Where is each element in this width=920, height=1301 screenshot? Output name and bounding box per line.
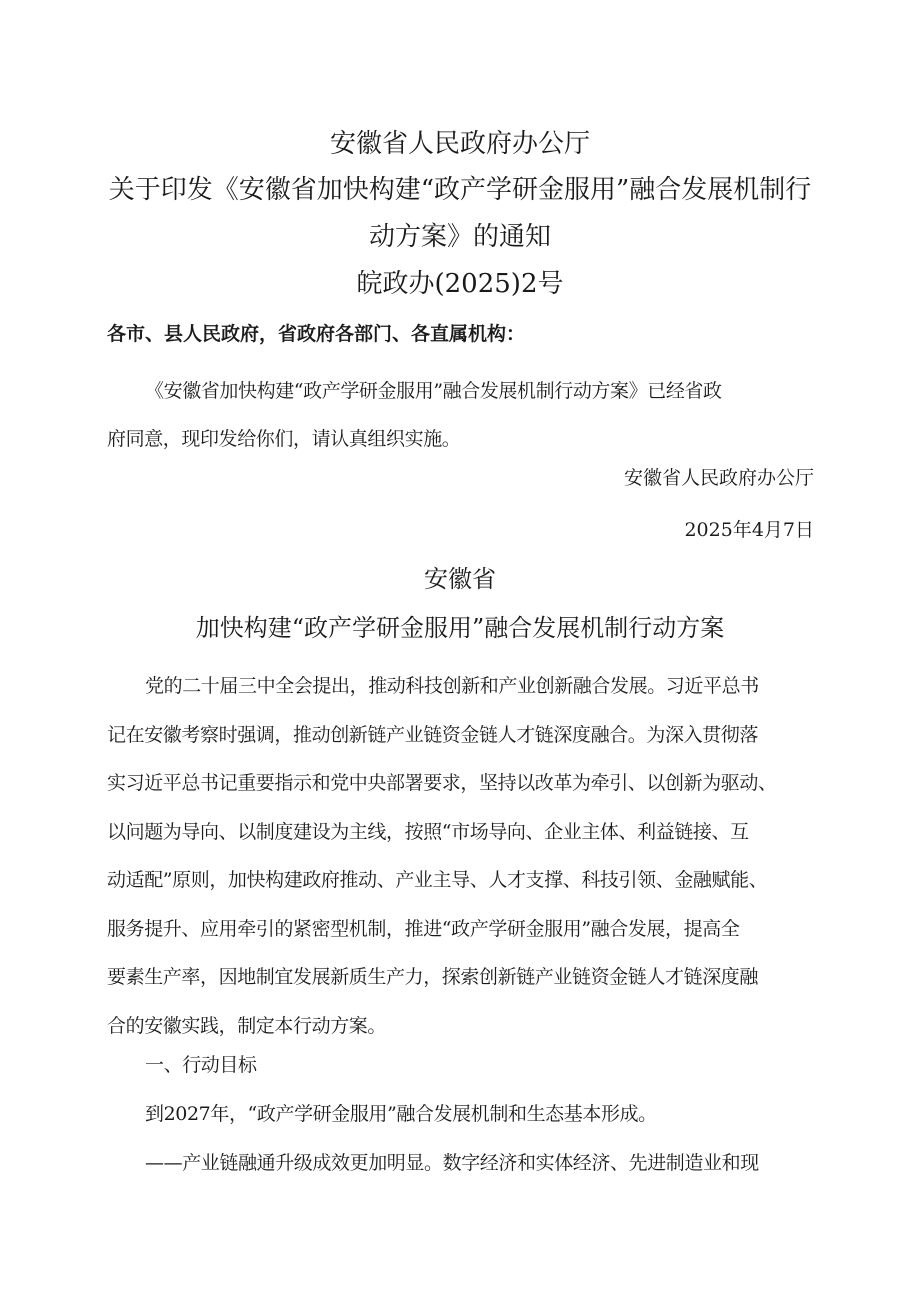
document-number: 皖政办(2025)2号 xyxy=(356,269,564,299)
goal-statement: 到2027年，“政产学研金服用”融合发展机制和生态基本形成。 xyxy=(145,1103,657,1125)
plan-title-line1: 安徽省 xyxy=(424,565,496,593)
notice-title-line1: 关于印发《安徽省加快构建“政产学研金服用”融合发展机制行 xyxy=(108,175,812,205)
intro-line: 《安徽省加快构建“政产学研金服用”融合发展机制行动方案》已经省政 xyxy=(145,380,722,402)
preamble-line: 要素生产率，因地制宜发展新质生产力，探索创新链产业链资金链人才链深度融 xyxy=(107,966,759,988)
preamble-line: 党的二十届三中全会提出，推动科技创新和产业创新融合发展。习近平总书 xyxy=(145,675,759,697)
notice-title-line2: 动方案》的通知 xyxy=(368,222,551,252)
preamble-line: 服务提升、应用牵引的紧密型机制，推进“政产学研金服用”融合发展，提高全 xyxy=(107,917,740,940)
preamble-line: 动适配”原则，加快构建政府推动、产业主导、人才支撑、科技引领、金融赋能、 xyxy=(107,869,768,891)
plan-title-line2: 加快构建“政产学研金服用”融合发展机制行动方案 xyxy=(195,614,725,642)
notice-issuer: 安徽省人民政府办公厅 xyxy=(329,129,590,159)
notice-intro xyxy=(107,367,822,463)
preamble-line: 记在安徽考察时强调，推动创新链产业链资金链人才链深度融合。为深入贯彻落 xyxy=(107,723,759,746)
addressee: 各市、县人民政府，省政府各部门、各直属机构： xyxy=(107,323,526,345)
plan-preamble xyxy=(107,662,822,1050)
signature: 安徽省人民政府办公厅 xyxy=(623,467,814,489)
section-heading: 一、行动目标 xyxy=(145,1054,257,1076)
preamble-line: 以问题为导向、以制度建设为主线，按照“市场导向、企业主体、利益链接、互 xyxy=(107,820,749,843)
goal-item: ——产业链融通升级成效更加明显。数字经济和实体经济、先进制造业和现 xyxy=(145,1152,759,1174)
intro-line: 府同意，现印发给你们，请认真组织实施。 xyxy=(107,428,461,450)
issue-date: 2025年4月7日 xyxy=(684,519,814,541)
preamble-line: 实习近平总书记重要指示和党中央部署要求，坚持以改革为牵引、以创新为驱动、 xyxy=(107,772,777,794)
preamble-line: 合的安徽实践，制定本行动方案。 xyxy=(107,1014,387,1037)
